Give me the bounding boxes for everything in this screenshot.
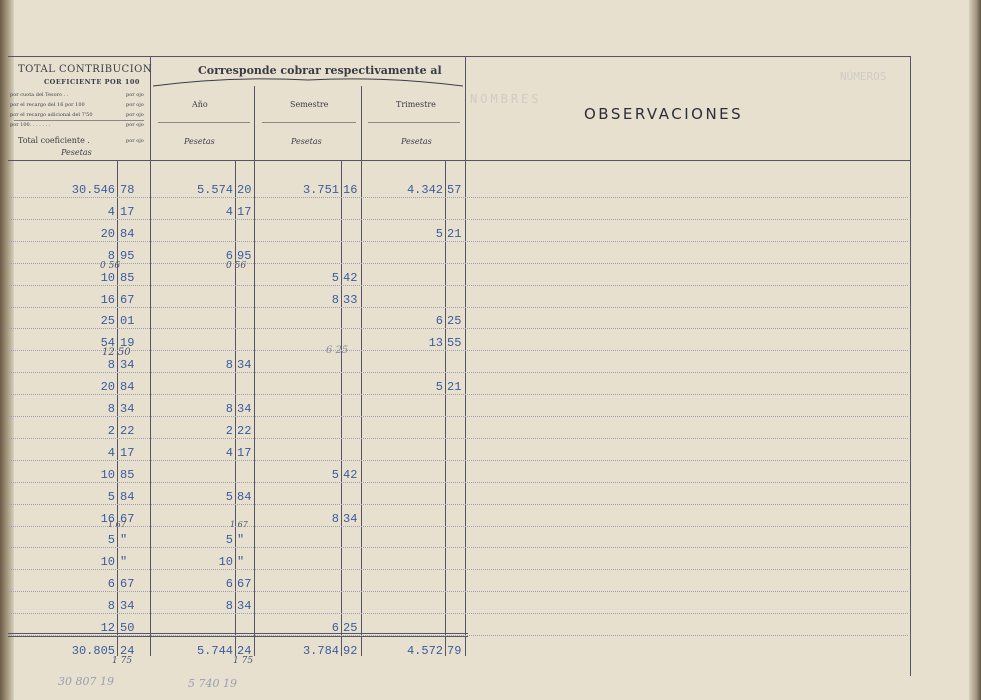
handwritten-note: 0 56 bbox=[100, 261, 121, 271]
ledger-table bbox=[8, 56, 911, 676]
total-semestre-pesetas: 3.784 bbox=[302, 644, 339, 658]
row-semestre-centimos: 33 bbox=[343, 292, 358, 307]
row-guide bbox=[8, 241, 908, 242]
header-bottom-rule bbox=[8, 160, 911, 161]
handwritten-note: 6 25 bbox=[326, 345, 349, 356]
row-ano-pesetas: 6 bbox=[225, 248, 233, 263]
row-total-centimos: 84 bbox=[120, 380, 135, 395]
row-guide bbox=[8, 547, 908, 548]
coef-row-label: por cuota del Tesoro . . bbox=[10, 92, 69, 98]
rule bbox=[158, 122, 250, 123]
row-ano-pesetas: 5 bbox=[225, 533, 233, 548]
row-total-pesetas: 54 bbox=[100, 336, 115, 351]
row-trimestre-centimos: 21 bbox=[447, 380, 462, 395]
row-total-centimos: 34 bbox=[120, 358, 135, 373]
row-total-centimos: 95 bbox=[120, 248, 135, 263]
total-semestre-centimos: 92 bbox=[343, 644, 358, 658]
pesetas-label: Pesetas bbox=[61, 148, 92, 157]
row-total-pesetas: 16 bbox=[100, 511, 115, 526]
coef-row-unit: por ojo bbox=[126, 102, 144, 108]
cents-divider bbox=[341, 160, 342, 656]
row-total-pesetas: 25 bbox=[100, 314, 115, 329]
row-ano-pesetas: 8 bbox=[225, 402, 233, 416]
row-total-pesetas: 20 bbox=[100, 226, 115, 241]
row-total-centimos: 85 bbox=[120, 270, 135, 285]
row-ano-pesetas: 5.574 bbox=[196, 183, 233, 197]
page-edge bbox=[969, 0, 981, 700]
row-guide bbox=[8, 504, 908, 505]
row-semestre-pesetas: 3.751 bbox=[302, 183, 339, 197]
ghost-nombres: NOMBRES bbox=[470, 92, 542, 106]
row-total-centimos: 67 bbox=[120, 292, 135, 307]
row-trimestre-pesetas: 5 bbox=[435, 226, 443, 241]
row-trimestre-pesetas: 13 bbox=[428, 336, 443, 351]
total-contribucion-title: TOTAL CONTRIBUCION bbox=[18, 64, 153, 75]
row-ano-centimos: 17 bbox=[237, 445, 252, 460]
row-trimestre-pesetas: 5 bbox=[435, 380, 443, 395]
row-semestre-pesetas: 8 bbox=[331, 292, 339, 307]
handwritten-note: 1 75 bbox=[112, 656, 133, 666]
pesetas-label: Pesetas bbox=[291, 137, 322, 146]
row-total-centimos: 34 bbox=[120, 402, 135, 416]
row-ano-centimos: 95 bbox=[237, 248, 252, 263]
row-trimestre-centimos: 55 bbox=[447, 336, 462, 351]
row-ano-pesetas: 10 bbox=[218, 555, 233, 570]
total-trimestre-pesetas: 4.572 bbox=[406, 644, 443, 658]
total-total-pesetas: 30.805 bbox=[71, 644, 115, 658]
row-total-centimos: 67 bbox=[120, 577, 135, 592]
row-ano-centimos: 20 bbox=[237, 183, 252, 197]
row-semestre-centimos: 42 bbox=[343, 270, 358, 285]
pesetas-label: Pesetas bbox=[401, 137, 432, 146]
row-guide bbox=[8, 307, 908, 308]
row-total-pesetas: 10 bbox=[100, 270, 115, 285]
top-rule bbox=[8, 56, 911, 57]
row-guide bbox=[8, 569, 908, 570]
row-ano-centimos: 22 bbox=[237, 423, 252, 438]
pencil-note: 30 807 19 bbox=[58, 675, 114, 688]
row-total-centimos: 22 bbox=[120, 423, 135, 438]
row-total-pesetas: 4 bbox=[107, 204, 115, 219]
row-guide bbox=[8, 482, 908, 483]
row-guide bbox=[8, 394, 908, 395]
row-total-centimos: 84 bbox=[120, 489, 135, 504]
row-total-pesetas: 8 bbox=[107, 402, 115, 416]
row-total-pesetas: 8 bbox=[107, 599, 115, 614]
row-guide bbox=[8, 526, 908, 527]
row-semestre-pesetas: 6 bbox=[331, 621, 339, 635]
handwritten-note: 1 75 bbox=[233, 656, 254, 666]
row-ano-centimos: 34 bbox=[237, 402, 252, 416]
row-guide bbox=[8, 197, 908, 198]
row-ano-pesetas: 5 bbox=[225, 489, 233, 504]
coef-row-unit: por ojo bbox=[126, 92, 144, 98]
row-total-centimos: 17 bbox=[120, 204, 135, 219]
handwritten-note: 1 67 bbox=[108, 520, 126, 529]
pesetas-label: Pesetas bbox=[184, 137, 215, 146]
handwritten-note: 0 56 bbox=[226, 261, 247, 271]
row-total-centimos: " bbox=[120, 533, 128, 548]
row-semestre-centimos: 34 bbox=[343, 511, 358, 526]
row-total-pesetas: 30.546 bbox=[71, 183, 115, 197]
row-guide bbox=[8, 416, 908, 417]
row-total-pesetas: 20 bbox=[100, 380, 115, 395]
row-semestre-pesetas: 5 bbox=[331, 270, 339, 285]
row-guide bbox=[8, 591, 908, 592]
col-divider-ano bbox=[254, 86, 255, 656]
col-divider-trimestre bbox=[465, 56, 466, 656]
row-total-pesetas: 2 bbox=[107, 423, 115, 438]
total-total-centimos: 24 bbox=[120, 644, 135, 658]
rule bbox=[262, 122, 356, 123]
row-guide bbox=[8, 613, 908, 614]
row-ano-centimos: " bbox=[237, 533, 245, 548]
row-guide bbox=[8, 328, 908, 329]
row-ano-pesetas: 8 bbox=[225, 599, 233, 614]
row-ano-centimos: 17 bbox=[237, 204, 252, 219]
row-guide bbox=[8, 372, 908, 373]
row-total-pesetas: 16 bbox=[100, 292, 115, 307]
total-trimestre-centimos: 79 bbox=[447, 644, 462, 658]
row-guide bbox=[8, 438, 908, 439]
total-coeficiente-label: Total coeficiente . bbox=[18, 136, 90, 145]
totals-rule-double bbox=[8, 636, 468, 637]
coef-row-label: por el recargo adicional del 7'50 bbox=[10, 112, 93, 118]
row-ano-pesetas: 4 bbox=[225, 445, 233, 460]
row-total-centimos: 50 bbox=[120, 621, 135, 635]
row-guide bbox=[8, 635, 908, 636]
row-total-centimos: 01 bbox=[120, 314, 135, 329]
rule bbox=[14, 120, 144, 121]
semestre-header: Semestre bbox=[290, 100, 329, 109]
col-divider-total bbox=[150, 56, 151, 656]
row-ano-pesetas: 6 bbox=[225, 577, 233, 592]
row-semestre-centimos: 16 bbox=[343, 183, 358, 197]
row-ano-centimos: 84 bbox=[237, 489, 252, 504]
row-total-pesetas: 10 bbox=[100, 467, 115, 482]
row-semestre-centimos: 25 bbox=[343, 621, 358, 635]
row-total-pesetas: 5 bbox=[107, 533, 115, 548]
row-trimestre-pesetas: 6 bbox=[435, 314, 443, 329]
row-trimestre-centimos: 21 bbox=[447, 226, 462, 241]
row-total-centimos: 85 bbox=[120, 467, 135, 482]
row-ano-centimos: " bbox=[237, 555, 245, 570]
coeficiente-label: COEFICIENTE POR 100 bbox=[44, 78, 140, 86]
row-ano-centimos: 34 bbox=[237, 358, 252, 373]
cents-divider bbox=[117, 160, 118, 656]
row-total-pesetas: 10 bbox=[100, 555, 115, 570]
cents-divider bbox=[445, 160, 446, 656]
total-coef-unit: por ojo bbox=[126, 138, 144, 144]
pencil-note: 5 740 19 bbox=[188, 677, 237, 690]
row-guide bbox=[8, 460, 908, 461]
row-trimestre-pesetas: 4.342 bbox=[406, 183, 443, 197]
row-ano-pesetas: 8 bbox=[225, 358, 233, 373]
row-trimestre-centimos: 25 bbox=[447, 314, 462, 329]
col-divider-semestre bbox=[361, 86, 362, 656]
trimestre-header: Trimestre bbox=[396, 100, 436, 109]
row-total-pesetas: 8 bbox=[107, 248, 115, 263]
coef-row-unit: por ojo bbox=[126, 122, 144, 128]
row-total-centimos: " bbox=[120, 555, 128, 570]
rule bbox=[368, 122, 460, 123]
right-border bbox=[910, 56, 911, 676]
coef-row-label: por el recargo del 16 por 100 bbox=[10, 102, 85, 108]
row-guide bbox=[8, 219, 908, 220]
cents-divider bbox=[235, 160, 236, 656]
row-semestre-centimos: 42 bbox=[343, 467, 358, 482]
row-semestre-pesetas: 8 bbox=[331, 511, 339, 526]
handwritten-note: 1 67 bbox=[230, 520, 248, 529]
observaciones-header: OBSERVACIONES bbox=[584, 105, 744, 123]
row-ano-centimos: 67 bbox=[237, 577, 252, 592]
row-total-centimos: 78 bbox=[120, 183, 135, 197]
row-trimestre-centimos: 57 bbox=[447, 183, 462, 197]
coef-row-label: por 100. . . . . . . bbox=[10, 122, 51, 128]
row-guide bbox=[8, 350, 908, 351]
row-ano-centimos: 34 bbox=[237, 599, 252, 614]
row-ano-pesetas: 4 bbox=[225, 204, 233, 219]
total-ano-pesetas: 5.744 bbox=[196, 644, 233, 658]
coef-row-unit: por ojo bbox=[126, 112, 144, 118]
row-total-pesetas: 4 bbox=[107, 445, 115, 460]
handwritten-note: 12 50 bbox=[102, 347, 131, 358]
row-total-centimos: 67 bbox=[120, 511, 135, 526]
row-guide bbox=[8, 263, 908, 264]
row-total-centimos: 17 bbox=[120, 445, 135, 460]
row-total-centimos: 34 bbox=[120, 599, 135, 614]
row-total-pesetas: 12 bbox=[100, 621, 115, 635]
row-total-centimos: 84 bbox=[120, 226, 135, 241]
row-guide bbox=[8, 285, 908, 286]
row-total-pesetas: 8 bbox=[107, 358, 115, 373]
row-total-pesetas: 6 bbox=[107, 577, 115, 592]
total-ano-centimos: 24 bbox=[237, 644, 252, 658]
row-ano-pesetas: 2 bbox=[225, 423, 233, 438]
ghost-numeros: NÚMEROS bbox=[840, 70, 887, 83]
corresponde-header: Corresponde cobrar respectivamente al bbox=[198, 64, 442, 77]
row-total-pesetas: 5 bbox=[107, 489, 115, 504]
row-total-centimos: 19 bbox=[120, 336, 135, 351]
row-semestre-pesetas: 5 bbox=[331, 467, 339, 482]
ano-header: Año bbox=[192, 100, 208, 109]
